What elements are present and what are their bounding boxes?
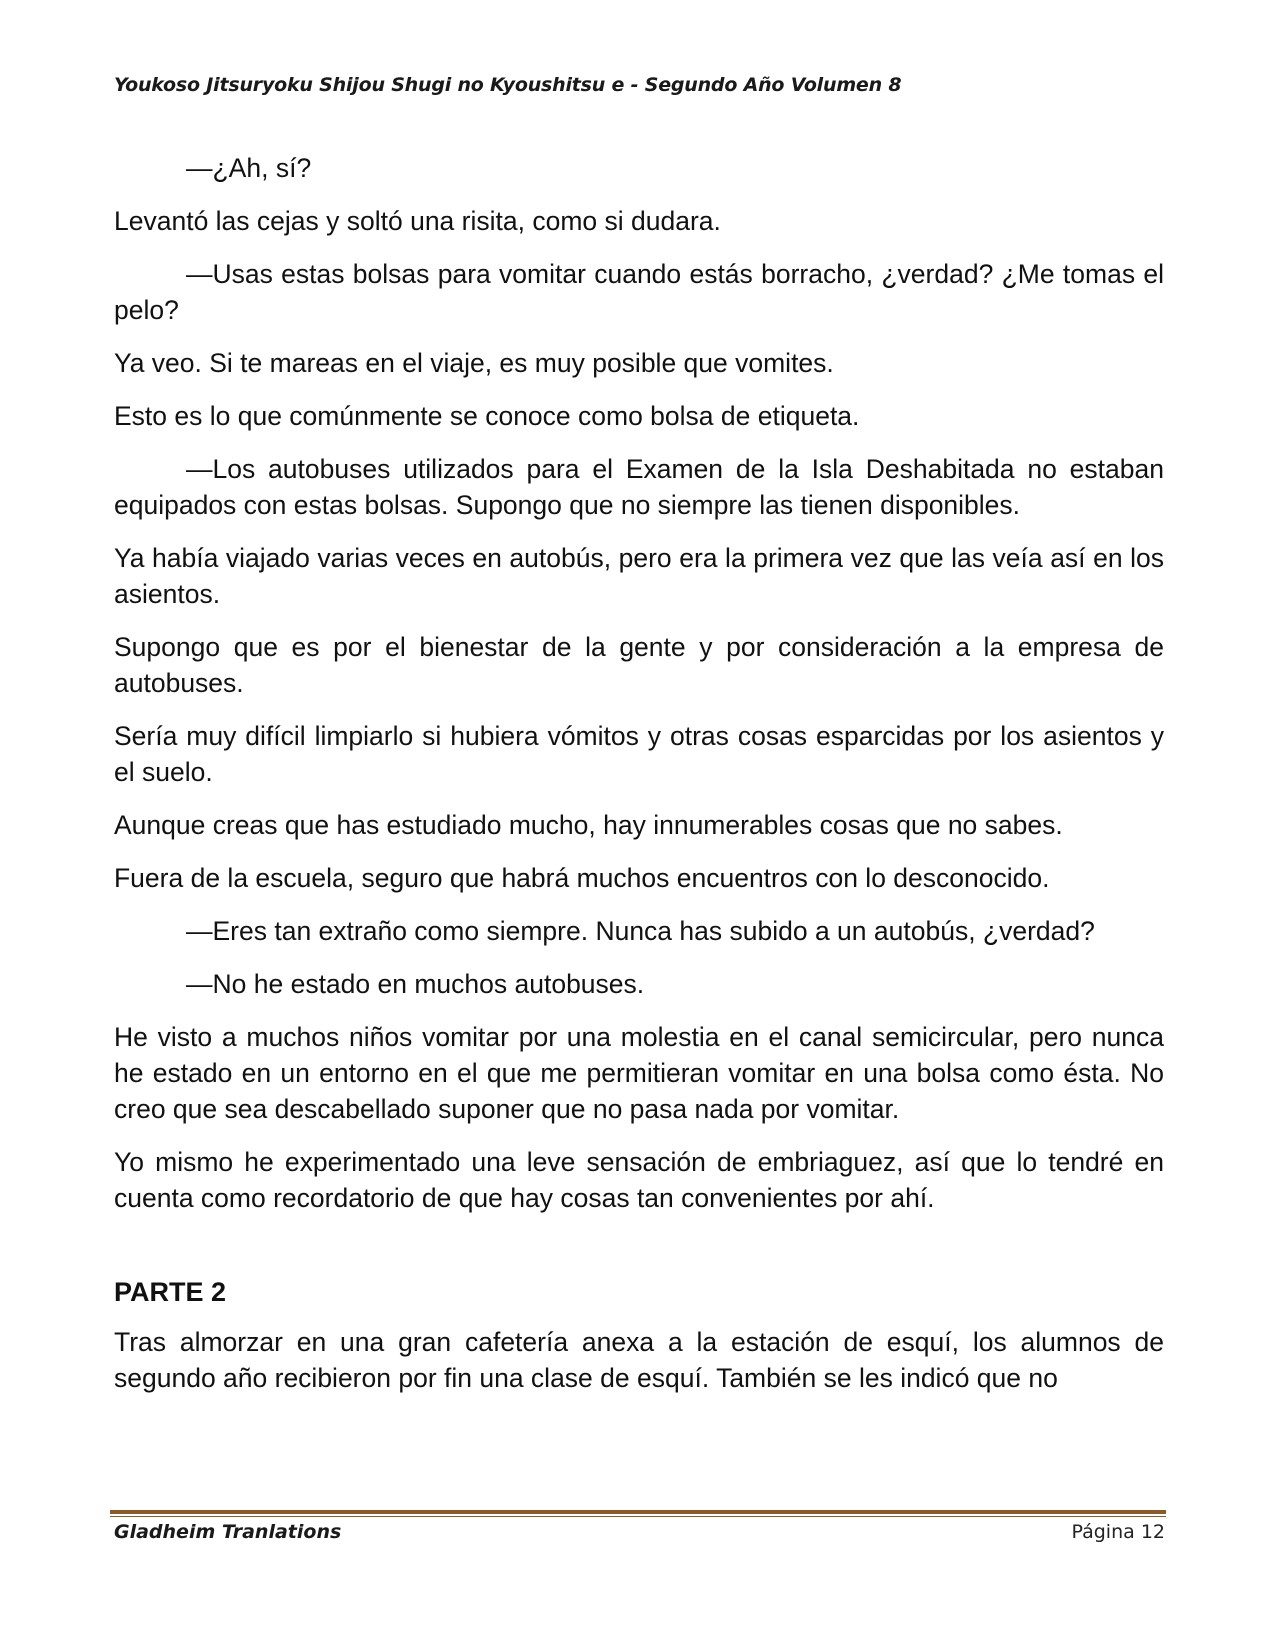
paragraph-8: Supongo que es por el bienestar de la gente y por consideración a la empresa de autobuses. <box>114 632 1164 698</box>
paragraph-3: —Usas estas bolsas para vomitar cuando estás borracho, ¿verdad? ¿Me tomas el pelo? <box>114 259 1164 325</box>
paragraph-11: Fuera de la escuela, seguro que habrá muchos encuentros con lo desconocido. <box>114 863 1050 893</box>
section-heading: PARTE 2 <box>114 1277 227 1307</box>
paragraph-13: —No he estado en muchos autobuses. <box>186 969 645 999</box>
footer-credit: Gladheim Tranlations <box>114 1521 342 1543</box>
footer-divider <box>110 1510 1166 1517</box>
paragraph-14: He visto a muchos niños vomitar por una molestia en el canal semicircular, pero nunca he estado en un entorno en el que me permitieran vomitar en una bolsa como ésta. No creo que sea descabellado suponer que no pasa nada por vomitar. <box>114 1022 1164 1124</box>
paragraph-10: Aunque creas que has estudiado mucho, hay innumerables cosas que no sabes. <box>114 810 1063 840</box>
paragraph-4: Ya veo. Si te mareas en el viaje, es muy posible que vomites. <box>114 348 834 378</box>
page-body <box>114 150 1164 1413</box>
page-label: Página <box>1071 1521 1135 1543</box>
paragraph-2: Levantó las cejas y soltó una risita, como si dudara. <box>114 206 721 236</box>
paragraph-1: —¿Ah, sí? <box>186 153 312 183</box>
running-header: Youkoso Jitsuryoku Shijou Shugi no Kyoushitsu e - Segundo Año Volumen 8 <box>114 74 902 96</box>
paragraph-7: Ya había viajado varias veces en autobús, pero era la primera vez que las veía así en los asientos. <box>114 543 1164 609</box>
paragraph-9: Sería muy difícil limpiarlo si hubiera vómitos y otras cosas esparcidas por los asientos y el suelo. <box>114 721 1164 787</box>
paragraph-5: Esto es lo que comúnmente se conoce como bolsa de etiqueta. <box>114 401 860 431</box>
paragraph-6: —Los autobuses utilizados para el Examen de la Isla Deshabitada no estaban equipados con estas bolsas. Supongo que no siempre las tienen disponibles. <box>114 454 1164 520</box>
page-number <box>1071 1521 1165 1543</box>
page-number-value: 12 <box>1140 1521 1165 1543</box>
paragraph-15: Yo mismo he experimentado una leve sensación de embriaguez, así que lo tendré en cuenta como recordatorio de que hay cosas tan convenientes por ahí. <box>114 1147 1164 1213</box>
section-paragraph: Tras almorzar en una gran cafetería anexa a la estación de esquí, los alumnos de segundo año recibieron por fin una clase de esquí. También se les indicó que no <box>114 1327 1164 1393</box>
paragraph-12: —Eres tan extraño como siempre. Nunca has subido a un autobús, ¿verdad? <box>186 916 1095 946</box>
